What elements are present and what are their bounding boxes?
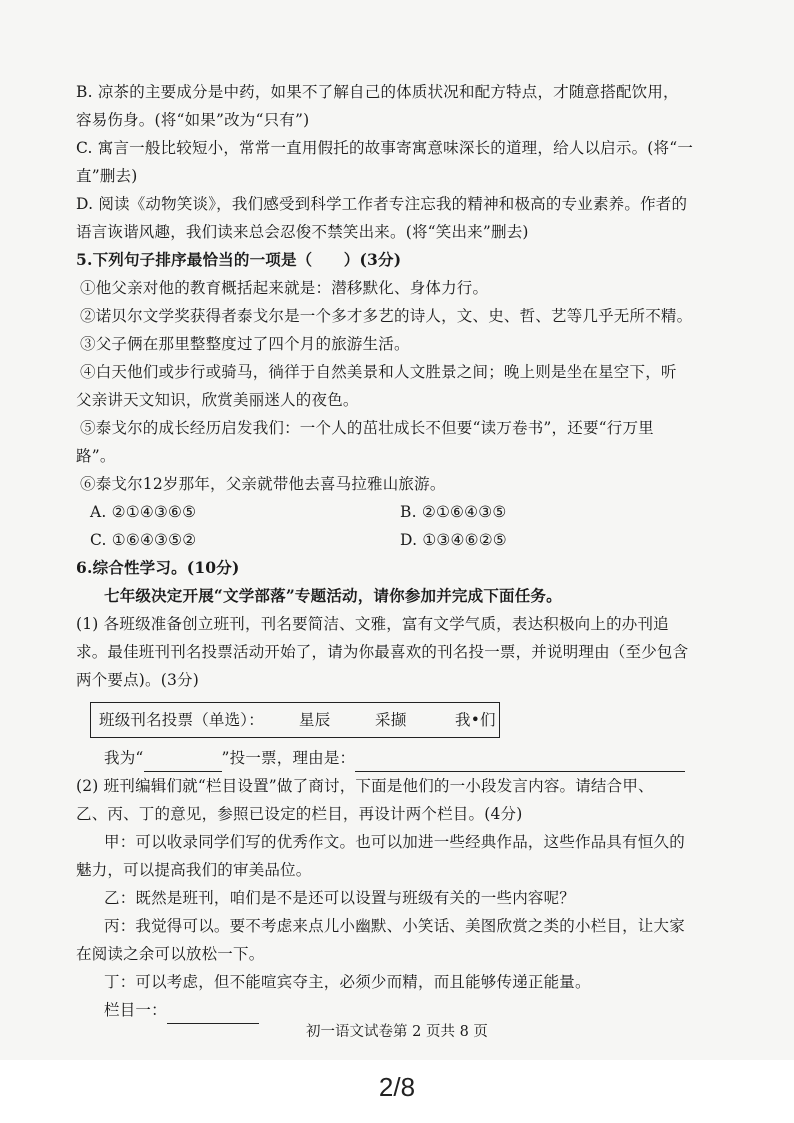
vote-option-caixie[interactable]: 采撷 xyxy=(375,711,407,729)
vote-label: 班级刊名投票（单选）： xyxy=(99,711,264,729)
q5-option-c[interactable]: C. ①⑥④③⑤② xyxy=(90,531,197,549)
vote-option-women[interactable]: 我•们 xyxy=(455,711,496,729)
vote-box xyxy=(90,702,500,738)
q6-part1-line3: 两个要点)。(3分) xyxy=(76,671,200,689)
q4-option-b-line2: 容易伤身。(将“如果”改为“只有”) xyxy=(76,111,310,129)
q6-part2-line2: 乙、丙、丁的意见，参照已设定的栏目，再设计两个栏目。(4分) xyxy=(76,805,523,823)
q4-option-b-line1: B. 凉茶的主要成分是中药，如果不了解自己的体质状况和配方特点，才随意搭配饮用， xyxy=(76,83,679,101)
page-content xyxy=(76,78,716,1024)
speaker-jia-line2: 魅力，可以提高我们的审美品位。 xyxy=(76,861,312,879)
speaker-bing-line2: 在阅读之余可以放松一下。 xyxy=(76,945,265,963)
q5-sentence-4-line1: ④白天他们或步行或骑马，徜徉于自然美景和人文胜景之间；晚上则是坐在星空下，听 xyxy=(80,363,677,381)
q5-sentence-5-line1: ⑤泰戈尔的成长经历启发我们：一个人的茁壮成长不但要“读万卷书”，还要“行万里 xyxy=(80,419,654,437)
q5-option-a[interactable]: A. ②①④③⑥⑤ xyxy=(90,503,197,521)
q6-title: 6.综合性学习。(10分) xyxy=(76,558,240,577)
q6-part1-line1: (1) 各班级准备创立班刊，刊名要简洁、文雅，富有文学气质，表达积极向上的办刊追 xyxy=(76,615,669,633)
vote-option-xingchen[interactable]: 星辰 xyxy=(299,711,331,729)
q5-option-d[interactable]: D. ①③④⑥②⑤ xyxy=(400,531,507,549)
q5-options-row-2 xyxy=(76,526,716,554)
q6-intro: 七年级决定开展“文学部落”专题活动，请你参加并完成下面任务。 xyxy=(104,586,562,605)
speaker-bing-line1: 丙：我觉得可以。要不考虑来点儿小幽默、小笑话、美图欣赏之类的小栏目，让大家 xyxy=(104,917,685,935)
q6-part2-line1: (2) 班刊编辑们就“栏目设置”做了商讨，下面是他们的一小段发言内容。请结合甲、 xyxy=(76,777,654,795)
speaker-ding: 丁：可以考虑，但不能喧宾夺主，必须少而精，而且能够传递正能量。 xyxy=(104,973,591,991)
q4-option-c-line1: C. 寓言一般比较短小，常常一直用假托的故事寄寓意味深长的道理，给人以启示。(将“一 xyxy=(76,139,694,157)
q5-option-b[interactable]: B. ②①⑥④③⑤ xyxy=(400,503,507,521)
q5-sentence-1: ①他父亲对他的教育概括起来就是：潜移默化、身体力行。 xyxy=(80,279,489,297)
speaker-yi: 乙：既然是班刊，咱们是不是还可以设置与班级有关的一些内容呢？ xyxy=(104,889,576,907)
column-one-label: 栏目一： xyxy=(104,1001,167,1019)
vote-answer-line xyxy=(76,744,716,772)
q5-options-row-1 xyxy=(76,498,716,526)
vote-mid: ”投一票，理由是： xyxy=(221,749,356,767)
vote-prefix: 我为“ xyxy=(104,749,144,767)
speaker-jia-line1: 甲：可以收录同学们写的优秀作文。也可以加进一些经典作品，这些作品具有恒久的 xyxy=(104,833,685,851)
q5-sentence-4-line2: 父亲讲天文知识，欣赏美丽迷人的夜色。 xyxy=(76,391,359,409)
q5-sentence-3: ③父子俩在那里整整度过了四个月的旅游生活。 xyxy=(80,335,410,353)
q5-title: 5.下列句子排序最恰当的一项是（ ）(3分) xyxy=(76,250,402,269)
q4-option-d-line2: 语言诙谐风趣，我们读来总会忍俊不禁笑出来。(将“笑出来”删去) xyxy=(76,223,529,241)
q6-part1-line2: 求。最佳班刊刊名投票活动开始了，请为你最喜欢的刊名投一票，并说明理由（至少包含 xyxy=(76,643,689,661)
q5-sentence-6: ⑥泰戈尔12岁那年，父亲就带他去喜马拉雅山旅游。 xyxy=(80,475,446,493)
page-indicator: 2/8 xyxy=(378,1072,416,1102)
page-footer: 初一语文试卷第 2 页共 8 页 xyxy=(306,1024,488,1040)
q5-sentence-5-line2: 路”。 xyxy=(76,447,116,465)
q5-sentence-2: ②诺贝尔文学奖获得者泰戈尔是一个多才多艺的诗人，文、史、哲、艺等几乎无所不精。 xyxy=(80,307,693,325)
q4-option-c-line2: 直”删去) xyxy=(76,167,138,185)
q4-option-d-line1: D. 阅读《动物笑谈》，我们感受到科学工作者专注忘我的精神和极高的专业素养。作者的 xyxy=(76,195,688,213)
